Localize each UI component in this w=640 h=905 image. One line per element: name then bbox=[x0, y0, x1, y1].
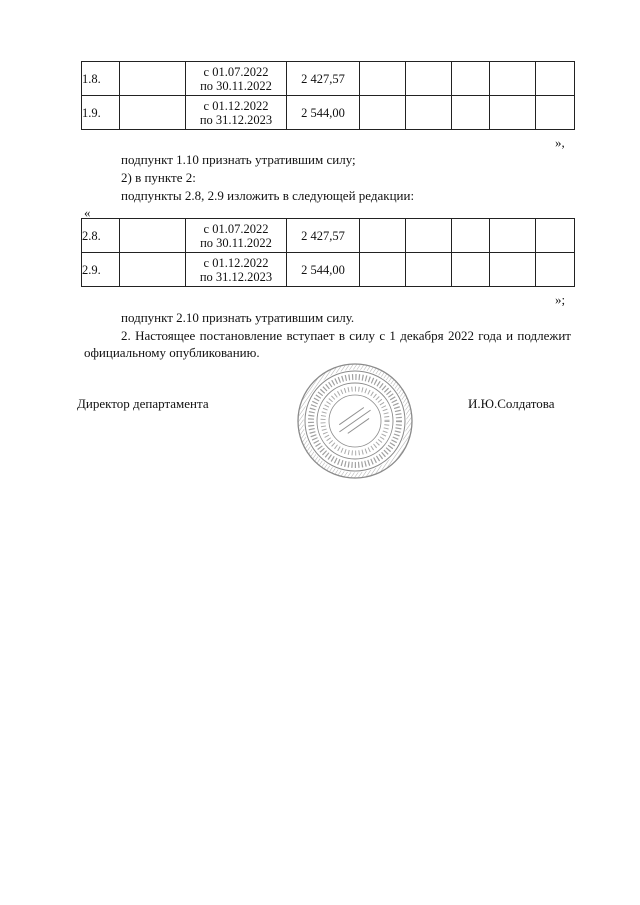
table-row bbox=[82, 219, 575, 253]
period-to: по 30.11.2022 bbox=[200, 235, 272, 250]
period-from: с 01.12.2022 bbox=[203, 255, 269, 270]
empty-cell bbox=[360, 62, 406, 96]
row-number: 2.8. bbox=[82, 219, 120, 253]
period-cell bbox=[186, 62, 287, 96]
empty-cell bbox=[120, 96, 186, 130]
empty-cell bbox=[452, 62, 490, 96]
empty-cell bbox=[120, 219, 186, 253]
price-cell: 2 544,00 bbox=[287, 253, 360, 287]
empty-cell bbox=[452, 219, 490, 253]
empty-cell bbox=[536, 96, 575, 130]
seal-stamp-icon bbox=[296, 362, 414, 480]
empty-cell bbox=[452, 96, 490, 130]
price-cell: 2 427,57 bbox=[287, 62, 360, 96]
period-to: по 31.12.2023 bbox=[199, 269, 273, 284]
empty-cell bbox=[406, 253, 452, 287]
period-cell bbox=[186, 253, 287, 287]
table-row bbox=[82, 62, 575, 96]
row-number: 2.9. bbox=[82, 253, 120, 287]
tariff-table-1 bbox=[81, 61, 575, 130]
effective-date-paragraph: 2. Настоящее постановление вступает в силу с 1 декабря 2022 года и подлежит официальному опубликованию. bbox=[84, 328, 571, 360]
period-from: с 01.12.2022 bbox=[203, 98, 269, 113]
price-cell: 2 427,57 bbox=[287, 219, 360, 253]
signatory-position: Директор департамента bbox=[77, 396, 209, 411]
empty-cell bbox=[120, 253, 186, 287]
opening-quote: « bbox=[84, 205, 91, 220]
signatory-name: И.Ю.Солдатова bbox=[468, 396, 555, 411]
empty-cell bbox=[406, 219, 452, 253]
empty-cell bbox=[360, 219, 406, 253]
empty-cell bbox=[490, 253, 536, 287]
text-line: подпункты 2.8, 2.9 изложить в следующей редакции: bbox=[121, 188, 415, 203]
empty-cell bbox=[406, 62, 452, 96]
table-row bbox=[82, 253, 575, 287]
row-number: 1.8. bbox=[82, 62, 120, 96]
empty-cell bbox=[536, 219, 575, 253]
period-to: по 30.11.2022 bbox=[200, 78, 272, 93]
closing-quote: »; bbox=[555, 292, 566, 307]
empty-cell bbox=[406, 96, 452, 130]
empty-cell bbox=[490, 96, 536, 130]
price-cell: 2 544,00 bbox=[287, 96, 360, 130]
empty-cell bbox=[452, 253, 490, 287]
row-number: 1.9. bbox=[82, 96, 120, 130]
empty-cell bbox=[536, 253, 575, 287]
empty-cell bbox=[490, 219, 536, 253]
period-from: с 01.07.2022 bbox=[203, 221, 269, 236]
empty-cell bbox=[490, 62, 536, 96]
text-line: подпункт 2.10 признать утратившим силу. bbox=[121, 310, 355, 325]
period-from: с 01.07.2022 bbox=[203, 64, 269, 79]
text-line: 2) в пункте 2: bbox=[121, 170, 196, 185]
table-row bbox=[82, 96, 575, 130]
empty-cell bbox=[360, 96, 406, 130]
empty-cell bbox=[120, 62, 186, 96]
text-line: подпункт 1.10 признать утратившим силу; bbox=[121, 152, 356, 167]
period-cell bbox=[186, 219, 287, 253]
period-to: по 31.12.2023 bbox=[199, 112, 273, 127]
closing-quote: », bbox=[555, 135, 565, 150]
empty-cell bbox=[536, 62, 575, 96]
tariff-table-2 bbox=[81, 218, 575, 287]
period-cell bbox=[186, 96, 287, 130]
empty-cell bbox=[360, 253, 406, 287]
